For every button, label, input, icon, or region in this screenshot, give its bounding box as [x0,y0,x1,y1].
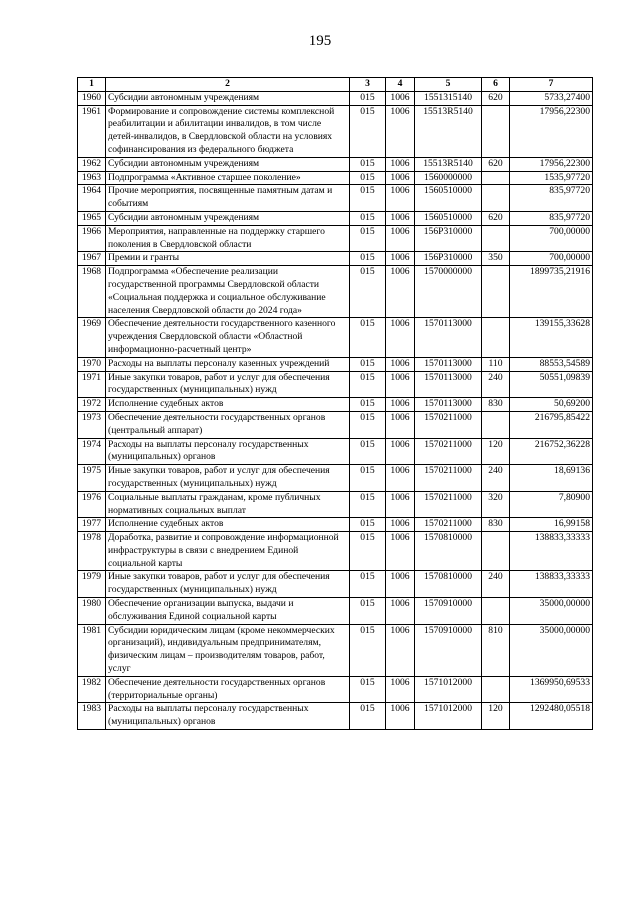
row-section-code: 1006 [386,438,415,465]
row-expense-type: 120 [482,703,510,730]
row-name: Исполнение судебных актов [106,398,350,412]
row-target-article: 1551315140 [415,91,482,105]
row-ministry-code: 015 [350,225,386,252]
row-target-article: 1570810000 [415,532,482,571]
row-name: Субсидии автономным учреждениям [106,157,350,171]
row-ministry-code: 015 [350,491,386,518]
row-target-article: 1570910000 [415,624,482,676]
row-number: 1982 [78,676,106,703]
header-col-1: 1 [78,78,106,92]
row-section-code: 1006 [386,266,415,318]
table-row [78,411,593,438]
row-name: Расходы на выплаты персоналу государственных (муниципальных) органов [106,438,350,465]
table-row [78,105,593,157]
row-amount: 1899735,21916 [510,266,593,318]
row-target-article: 1560510000 [415,211,482,225]
table-row [78,252,593,266]
row-amount: 1369950,69533 [510,676,593,703]
row-target-article: 1570910000 [415,598,482,625]
table-row [78,211,593,225]
row-name: Обеспечение организации выпуска, выдачи и обслуживания Единой социальной карты [106,598,350,625]
row-number: 1966 [78,225,106,252]
table-row [78,703,593,730]
row-target-article: 1570211000 [415,465,482,492]
table-row [78,491,593,518]
row-amount: 17956,22300 [510,105,593,157]
table-row [78,91,593,105]
budget-table [77,77,593,730]
row-expense-type: 320 [482,491,510,518]
header-col-6: 6 [482,78,510,92]
row-ministry-code: 015 [350,318,386,357]
row-number: 1963 [78,171,106,185]
header-col-5: 5 [415,78,482,92]
row-expense-type [482,532,510,571]
row-amount: 18,69136 [510,465,593,492]
row-expense-type [482,225,510,252]
table-row [78,371,593,398]
table-row [78,318,593,357]
row-section-code: 1006 [386,252,415,266]
row-target-article: 1570113000 [415,398,482,412]
page-number: 195 [308,33,332,49]
row-expense-type [482,171,510,185]
row-target-article: 1570000000 [415,266,482,318]
row-section-code: 1006 [386,703,415,730]
row-expense-type: 830 [482,518,510,532]
row-expense-type: 620 [482,211,510,225]
row-section-code: 1006 [386,676,415,703]
row-target-article: 1570810000 [415,571,482,598]
row-name: Формирование и сопровождение системы комплексной реабилитации и абилитации инвалидов, в том числе детей-инвалидов, в Свердловской области на условиях софинансирования из федерального бюджета [106,105,350,157]
row-ministry-code: 015 [350,438,386,465]
table-row [78,357,593,371]
row-number: 1978 [78,532,106,571]
row-amount: 700,00000 [510,225,593,252]
row-section-code: 1006 [386,171,415,185]
row-ministry-code: 015 [350,105,386,157]
row-expense-type: 830 [482,398,510,412]
table-header-row [78,78,593,92]
row-number: 1968 [78,266,106,318]
row-ministry-code: 015 [350,676,386,703]
row-ministry-code: 015 [350,518,386,532]
row-number: 1972 [78,398,106,412]
row-ministry-code: 015 [350,357,386,371]
row-ministry-code: 015 [350,465,386,492]
row-name: Обеспечение деятельности государственных органов (центральный аппарат) [106,411,350,438]
header-col-2: 2 [106,78,350,92]
row-expense-type: 620 [482,91,510,105]
row-name: Прочие мероприятия, посвященные памятным датам и событиям [106,185,350,212]
row-number: 1965 [78,211,106,225]
row-number: 1983 [78,703,106,730]
row-amount: 50,69200 [510,398,593,412]
row-name: Расходы на выплаты персоналу государственных (муниципальных) органов [106,703,350,730]
table-row [78,225,593,252]
row-section-code: 1006 [386,624,415,676]
row-section-code: 1006 [386,598,415,625]
row-ministry-code: 015 [350,211,386,225]
row-expense-type: 240 [482,571,510,598]
header-col-3: 3 [350,78,386,92]
row-name: Подпрограмма «Активное старшее поколение» [106,171,350,185]
row-target-article: 1570113000 [415,357,482,371]
row-section-code: 1006 [386,225,415,252]
row-amount: 138833,33333 [510,532,593,571]
table-row [78,171,593,185]
row-number: 1967 [78,252,106,266]
row-section-code: 1006 [386,371,415,398]
row-section-code: 1006 [386,357,415,371]
row-name: Иные закупки товаров, работ и услуг для обеспечения государственных (муниципальных) нужд [106,465,350,492]
row-section-code: 1006 [386,398,415,412]
table-row [78,676,593,703]
row-amount: 7,80900 [510,491,593,518]
row-name: Субсидии юридическим лицам (кроме некоммерческих организаций), индивидуальным предпринимателям, физическим лицам – производителям товаров, работ, услуг [106,624,350,676]
row-section-code: 1006 [386,211,415,225]
table-row [78,465,593,492]
row-expense-type: 810 [482,624,510,676]
table-row [78,624,593,676]
row-section-code: 1006 [386,571,415,598]
table-row [78,518,593,532]
row-target-article: 1571012000 [415,703,482,730]
table-row [78,438,593,465]
row-name: Социальные выплаты гражданам, кроме публичных нормативных социальных выплат [106,491,350,518]
table-row [78,157,593,171]
row-number: 1975 [78,465,106,492]
row-target-article: 1570211000 [415,411,482,438]
row-amount: 16,99158 [510,518,593,532]
row-expense-type [482,105,510,157]
row-ministry-code: 015 [350,91,386,105]
row-expense-type: 240 [482,465,510,492]
row-amount: 138833,33333 [510,571,593,598]
row-number: 1971 [78,371,106,398]
table-row [78,266,593,318]
row-name: Иные закупки товаров, работ и услуг для обеспечения государственных (муниципальных) нужд [106,371,350,398]
row-ministry-code: 015 [350,624,386,676]
row-ministry-code: 015 [350,571,386,598]
row-amount: 835,97720 [510,211,593,225]
row-ministry-code: 015 [350,266,386,318]
row-amount: 50551,09839 [510,371,593,398]
row-section-code: 1006 [386,318,415,357]
row-expense-type [482,318,510,357]
row-amount: 1535,97720 [510,171,593,185]
row-name: Субсидии автономным учреждениям [106,91,350,105]
row-section-code: 1006 [386,185,415,212]
row-number: 1979 [78,571,106,598]
row-section-code: 1006 [386,411,415,438]
row-ministry-code: 015 [350,703,386,730]
row-section-code: 1006 [386,465,415,492]
row-expense-type: 110 [482,357,510,371]
row-ministry-code: 015 [350,157,386,171]
row-name: Мероприятия, направленные на поддержку старшего поколения в Свердловской области [106,225,350,252]
row-name: Премии и гранты [106,252,350,266]
row-expense-type: 620 [482,157,510,171]
row-expense-type: 120 [482,438,510,465]
row-ministry-code: 015 [350,252,386,266]
row-name: Исполнение судебных актов [106,518,350,532]
row-expense-type [482,185,510,212]
row-section-code: 1006 [386,518,415,532]
row-amount: 1292480,05518 [510,703,593,730]
row-ministry-code: 015 [350,411,386,438]
row-number: 1981 [78,624,106,676]
row-ministry-code: 015 [350,185,386,212]
row-number: 1970 [78,357,106,371]
row-number: 1962 [78,157,106,171]
header-col-7: 7 [510,78,593,92]
row-target-article: 1570211000 [415,518,482,532]
row-amount: 139155,33628 [510,318,593,357]
row-name: Подпрограмма «Обеспечение реализации государственной программы Свердловской области «Социальная поддержка и социальное обслуживание населения Свердловской области до 2024 года» [106,266,350,318]
table-row [78,598,593,625]
row-name: Обеспечение деятельности государственного казенного учреждения Свердловской области «Областной информационно-расчетный центр» [106,318,350,357]
row-amount: 88553,54589 [510,357,593,371]
row-amount: 35000,00000 [510,624,593,676]
table-row [78,185,593,212]
table-body [78,91,593,729]
row-ministry-code: 015 [350,598,386,625]
row-name: Обеспечение деятельности государственных органов (территориальные органы) [106,676,350,703]
table-row [78,571,593,598]
row-target-article: 1571012000 [415,676,482,703]
row-target-article: 1560000000 [415,171,482,185]
row-target-article: 1570211000 [415,438,482,465]
row-amount: 5733,27400 [510,91,593,105]
row-amount: 17956,22300 [510,157,593,171]
row-target-article: 15513R5140 [415,157,482,171]
row-target-article: 15513R5140 [415,105,482,157]
row-number: 1961 [78,105,106,157]
row-number: 1969 [78,318,106,357]
row-expense-type [482,266,510,318]
row-expense-type [482,676,510,703]
row-amount: 835,97720 [510,185,593,212]
row-amount: 216795,85422 [510,411,593,438]
row-amount: 35000,00000 [510,598,593,625]
row-ministry-code: 015 [350,171,386,185]
table-row [78,532,593,571]
table-row [78,398,593,412]
row-ministry-code: 015 [350,532,386,571]
row-name: Расходы на выплаты персоналу казенных учреждений [106,357,350,371]
row-target-article: 1570113000 [415,318,482,357]
row-number: 1977 [78,518,106,532]
row-section-code: 1006 [386,91,415,105]
row-expense-type: 350 [482,252,510,266]
row-name: Доработка, развитие и сопровождение информационной инфраструктуры в связи с внедрением Единой социальной карты [106,532,350,571]
row-number: 1964 [78,185,106,212]
row-amount: 700,00000 [510,252,593,266]
row-number: 1974 [78,438,106,465]
row-target-article: 156P310000 [415,252,482,266]
row-number: 1960 [78,91,106,105]
row-expense-type [482,598,510,625]
row-expense-type [482,411,510,438]
row-number: 1980 [78,598,106,625]
row-target-article: 1570211000 [415,491,482,518]
row-name: Субсидии автономным учреждениям [106,211,350,225]
row-amount: 216752,36228 [510,438,593,465]
row-name: Иные закупки товаров, работ и услуг для обеспечения государственных (муниципальных) нужд [106,571,350,598]
row-ministry-code: 015 [350,371,386,398]
row-target-article: 1570113000 [415,371,482,398]
header-col-4: 4 [386,78,415,92]
row-section-code: 1006 [386,157,415,171]
row-section-code: 1006 [386,532,415,571]
row-target-article: 1560510000 [415,185,482,212]
row-number: 1976 [78,491,106,518]
row-section-code: 1006 [386,491,415,518]
row-target-article: 156P310000 [415,225,482,252]
row-number: 1973 [78,411,106,438]
row-section-code: 1006 [386,105,415,157]
row-expense-type: 240 [482,371,510,398]
row-ministry-code: 015 [350,398,386,412]
